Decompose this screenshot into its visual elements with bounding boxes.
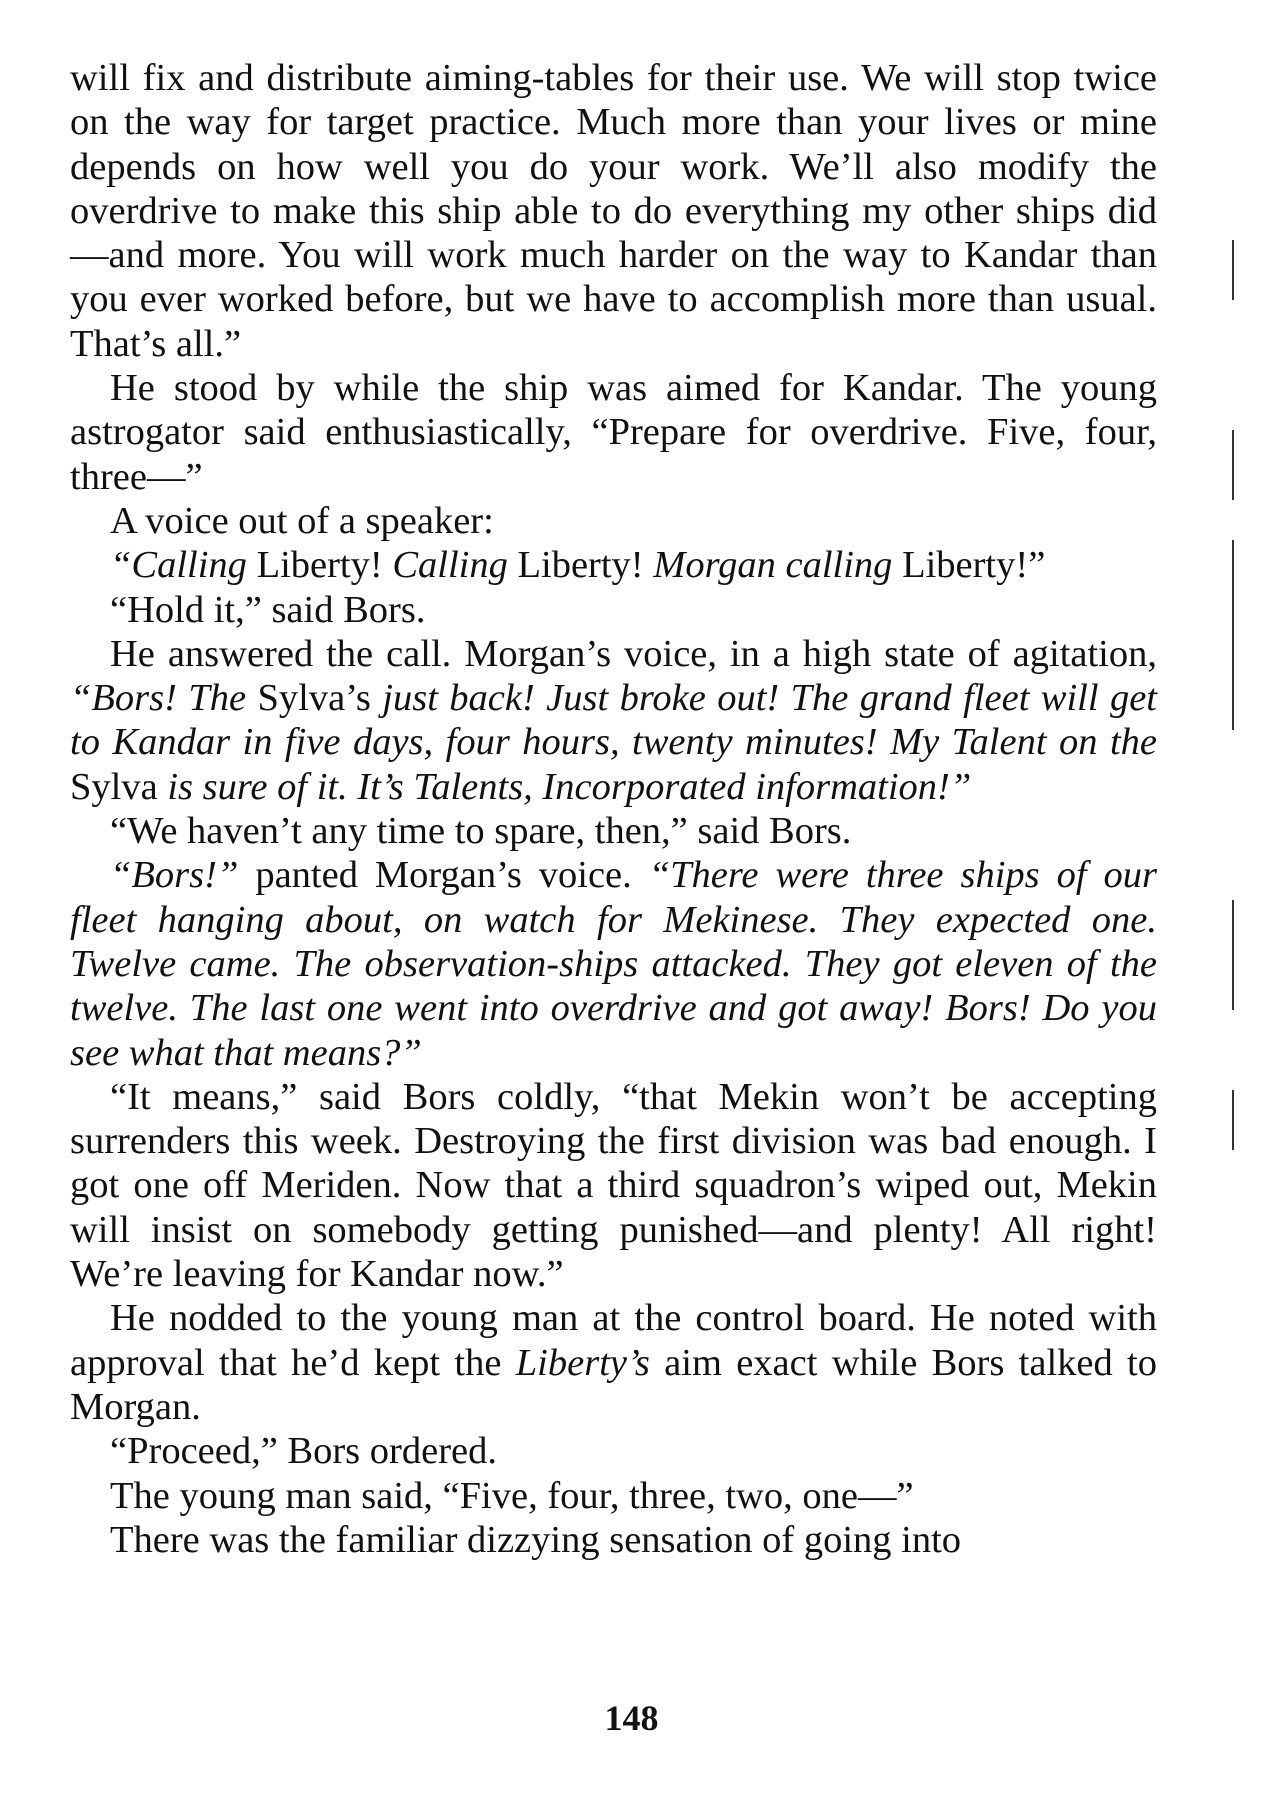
text-run: Sylva — [70, 765, 168, 808]
paragraph — [70, 1474, 1157, 1518]
page-number: 148 — [604, 1698, 659, 1738]
paragraph — [70, 56, 1157, 366]
text-run: panted Morgan’s voice. — [255, 854, 649, 897]
text-run: The young man said, “Five, four, three, two, one—” — [110, 1474, 914, 1517]
paragraph — [70, 1296, 1157, 1429]
italic-text: Morgan calling — [653, 544, 903, 587]
text-run: He answered the call. Morgan’s voice, in a high state of agitation, — [110, 632, 1157, 675]
italic-text: Liberty’s — [515, 1341, 665, 1384]
text-run: Liberty! — [256, 544, 393, 587]
text-run: Liberty!” — [902, 544, 1046, 587]
paragraph — [70, 1518, 1157, 1562]
scan-edge-mark — [1232, 430, 1234, 500]
text-run: He stood by while the ship was aimed for Kandar. The young astrogator said enthusiastically, “Prepare for overdrive. Five, four, three—” — [70, 367, 1157, 498]
paragraph — [70, 1429, 1157, 1473]
paragraph — [70, 543, 1157, 587]
italic-text: “Bors!” — [110, 854, 256, 897]
scan-edge-mark — [1232, 900, 1234, 1010]
italic-text: Calling — [392, 544, 518, 587]
paragraph — [70, 366, 1157, 499]
text-run: “Proceed,” Bors ordered. — [110, 1430, 497, 1473]
text-run: will fix and distribute aiming-tables for their use. We will stop twice on the way for target practice. Much more than your lives or mine depends on how well you do your work. We’ll also modify the overdrive to make this ship able to do everything my other ships did—and more. You will work much harder on the way to Kandar than you ever worked before, but we have to accomplish more than usual. That’s all.” — [70, 57, 1157, 365]
text-run: Sylva’s — [257, 677, 383, 720]
text-run: “It means,” said Bors coldly, “that Mekin won’t be accepting surrenders this week. Destroying the first division was bad enough. I got one off Meriden. Now that a third squadron’s wiped out, Mekin will insist on somebody getting punished—and plenty! All right! We’re leaving for Kandar now.” — [70, 1075, 1157, 1296]
italic-text: “There were three ships of our fleet hanging about, on watch for Mekinese. They expected one. Twelve came. The observation-ships attacked. They got eleven of the twelve. The last one went into overdrive and got away! Bors! Do you see what that means?” — [70, 854, 1157, 1074]
text-run: “We haven’t any time to spare, then,” said Bors. — [110, 810, 852, 853]
paragraph — [70, 588, 1157, 632]
italic-text: “Calling — [110, 544, 257, 587]
text-run: A voice out of a speaker: — [110, 499, 494, 542]
italic-text: is sure of it. It’s Talents, Incorporated information!” — [167, 765, 972, 808]
paragraph — [70, 499, 1157, 543]
paragraph — [70, 632, 1157, 809]
scan-edge-mark — [1232, 1090, 1234, 1150]
scan-edge-mark — [1232, 540, 1234, 730]
text-run: Liberty! — [517, 544, 654, 587]
text-run: He nodded to the young man at the control board. He noted with approval that he’d kept the — [70, 1297, 1157, 1384]
paragraph — [70, 1075, 1157, 1296]
italic-text: just back! Just broke out! The grand fleet will get to Kandar in five days, four hours, twenty minutes! My Talent on the — [70, 677, 1157, 764]
text-run: aim exact while Bors talked to Morgan. — [70, 1341, 1157, 1428]
text-run: There was the familiar dizzying sensation of going into — [110, 1518, 962, 1561]
italic-text: “Bors! The — [70, 677, 258, 720]
scan-edge-mark — [1232, 240, 1234, 300]
paragraph — [70, 853, 1157, 1074]
page-body — [70, 56, 1157, 1562]
paragraph — [70, 809, 1157, 853]
text-run: “Hold it,” said Bors. — [110, 588, 426, 631]
